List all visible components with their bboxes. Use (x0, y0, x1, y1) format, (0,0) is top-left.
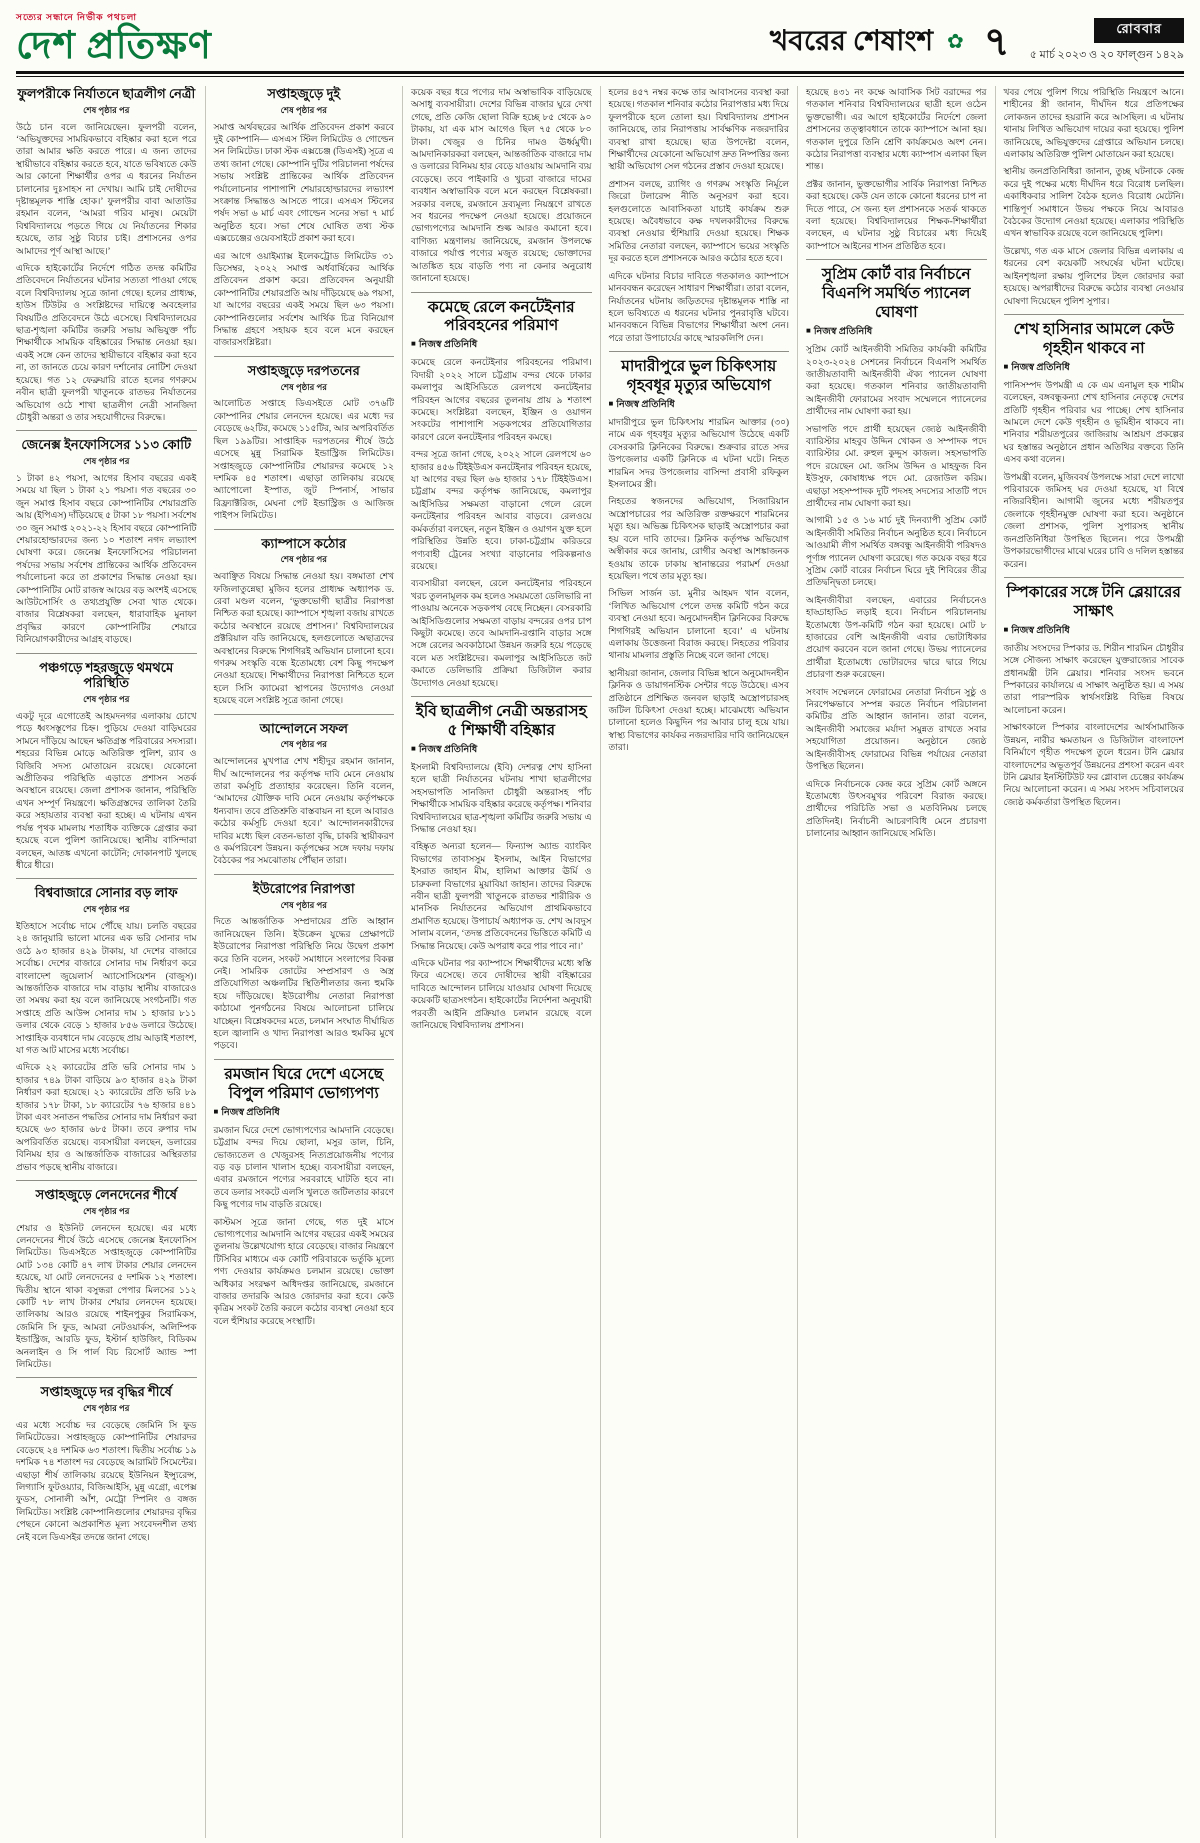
article-paragraph: স্থানীয়রা জানান, জেলার বিভিন্ন স্থানে অনুমোদনহীন ক্লিনিক ও ডায়াগনস্টিক সেন্টার গড়ে উঠেছে। এসব প্রতিষ্ঠানে প্রশিক্ষিত জনবল ছাড়াই অস্ত্রোপচারসহ জটিল চিকিৎসা দেওয়া হচ্ছে। মাঝেমধ্যে অভিযান চালানো হলেও কিছুদিন পর আবার চালু হয়ে যায়। স্বাস্থ্য বিভাগের কার্যকর নজরদারির দাবি জানিয়েছেন তারা। (608, 667, 789, 753)
article-paragraph: কমেছে রেলে কনটেইনার পরিবহনের পরিমাণ। বিদায়ী ২০২২ সালে চট্টগ্রাম বন্দর থেকে ঢাকার কমলাপুর আইসিডিতে রেলপথে কনটেইনার পরিবহন আগের বছরের তুলনায় প্রায় ৯ শতাংশ কমেছে। সংশ্লিষ্টরা বলছেন, ইঞ্জিন ও ওয়াগন সংকটের পাশাপাশি সড়কপথের প্রতিযোগিতার কারণে রেলে কনটেইনার পরিবহন কমছে। (411, 357, 592, 442)
article-paragraph: নিহতের স্বজনদের অভিযোগ, সিজারিয়ান অস্ত্রোপচারের পর অতিরিক্ত রক্তক্ষরণে শারমিনের মৃত্যু হয়। অভিজ্ঞ চিকিৎসক ছাড়াই অস্ত্রোপচার করা হয় বলে দাবি তাদের। ক্লিনিক কর্তৃপক্ষ অভিযোগ অস্বীকার করে জানায়, রোগীর অবস্থা আশঙ্কাজনক হওয়ায় তাকে ঢাকায় স্থানান্তরের পরামর্শ দেওয়া হয়েছিল। পথে তার মৃত্যু হয়। (608, 496, 789, 581)
article-paragraph: সাক্ষাৎকালে স্পিকার বাংলাদেশের আর্থসামাজিক উন্নয়ন, নারীর ক্ষমতায়ন ও ডিজিটাল বাংলাদেশ বিনির্মাণে গৃহীত পদক্ষেপ তুলে ধরেন। টনি ব্লেয়ার বাংলাদেশের অভূতপূর্ব উন্নয়নের প্রশংসা করেন এবং টনি ব্লেয়ার ইনস্টিটিউট ফর গ্লোবাল চেঞ্জের কার্যক্রম নিয়ে আলোচনা করেন। এ সময় সংসদ সচিবালয়ের জ্যেষ্ঠ কর্মকর্তারা উপস্থিত ছিলেন। (1003, 722, 1184, 807)
article-paragraph: জাতীয় সংসদের স্পিকার ড. শিরীন শারমিন চৌধুরীর সঙ্গে সৌজন্য সাক্ষাৎ করেছেন যুক্তরাজ্যের সাবেক প্রধানমন্ত্রী টনি ব্লেয়ার। শনিবার সংসদ ভবনে স্পিকারের কার্যালয়ে এ সাক্ষাৎ অনুষ্ঠিত হয়। এ সময় তারা পারস্পরিক স্বার্থসংশ্লিষ্ট বিভিন্ন বিষয়ে আলোচনা করেন। (1003, 642, 1184, 715)
column-2 (205, 86, 403, 1838)
reporter-byline-label: নিজস্ব প্রতিনিধি (1011, 625, 1070, 636)
article-paragraph: আলোচিত সপ্তাহে ডিএসইতে মোট ৩৭৬টি কোম্পানির শেয়ার লেনদেন হয়েছে। এর মধ্যে দর বেড়েছে ৬২টির, কমেছে ১১৫টির, আর অপরিবর্তিত ছিল ১৯৯টির। সাপ্তাহিক দরপতনের শীর্ষে উঠে এসেছে মুন্নু সিরামিক ইন্ডাস্ট্রিজ লিমিটেড। সপ্তাহজুড়ে কোম্পানিটির শেয়ারদর কমেছে ১২ দশমিক ৪৫ শতাংশ। এছাড়া তালিকায় রয়েছে অ্যাপোলো ইস্পাত, জুট স্পিনার্স, সাভার রিফ্র্যাক্টরিজ, মেঘনা পেট ইন্ডাস্ট্রিজ ও আজিজ পাইপস লিমিটেড। (213, 398, 394, 521)
article-paragraph: ইতিহাসে সর্বোচ্চ দামে পৌঁছে যায়। চলতি বছরের ২৪ জানুয়ারি ভালো মানের এক ভরি সোনার দাম ওঠে ৯৩ হাজার ৪২৯ টাকায়, যা দেশের বাজারে সর্বোচ্চ। দেশের বাজারে সোনার দাম নির্ধারণ করে বাংলাদেশ জুয়েলার্স অ্যাসোসিয়েশন (বাজুস)। আন্তর্জাতিক বাজারে দাম বাড়ায় স্থানীয় বাজারেও তা সমন্বয় করা হয় বলে জানিয়েছে সংগঠনটি। গত সপ্তাহে প্রতি আউন্স সোনার দাম ১ হাজার ৮১১ ডলার থেকে বেড়ে ১ হাজার ৮৫৬ ডলারে উঠেছে। সাপ্তাহিক ব্যবধানে দাম বেড়েছে প্রায় আড়াই শতাংশ, যা গত আট মাসের মধ্যে সর্বোচ্চ। (16, 920, 197, 1055)
continued-from-last-page-label: শেষ পৃষ্ঠার পর (280, 104, 327, 115)
article (609, 351, 790, 753)
byline-bullet-icon: ■ (608, 398, 614, 408)
article-headline: সপ্তাহজুড়ে দুই (267, 86, 341, 101)
article-paragraph: এদিকে ২২ ক্যারেটের প্রতি ভরি সোনার দাম ১ হাজার ৭৪৯ টাকা বাড়িয়ে ৯৩ হাজার ৪২৯ টাকা নির্ধারণ করা হয়েছে। ২১ ক্যারেটের প্রতি ভরি ৮৯ হাজার ১৭৮ টাকা, ১৮ ক্যারেটের ৭৬ হাজার ৪৪১ টাকা এবং সনাতন পদ্ধতির সোনার দাম নির্ধারণ করা হয়েছে ৬৩ হাজার ৬৮৫ টাকা। তবে রুপার দাম অপরিবর্তিত রয়েছে। ব্যবসায়ীরা বলছেন, ডলারের বিনিময় হার ও আন্তর্জাতিক বাজারের অস্থিরতার প্রভাব পড়ছে স্থানীয় বাজারে। (16, 1062, 197, 1172)
article-paragraph: আইনজীবীরা বলছেন, এবারের নির্বাচনেও হাড্ডাহাড্ডি লড়াই হবে। নির্বাচন পরিচালনায় ইতোমধ্যে উপ-কমিটি গঠন করা হয়েছে। মোট ৮ হাজারের বেশি আইনজীবী এবার ভোটাধিকার প্রয়োগ করবেন বলে জানা গেছে। উভয় প্যানেলের প্রার্থীরা ইতোমধ্যে ভোটারদের দ্বারে দ্বারে গিয়ে প্রচারণা শুরু করেছেন। (806, 594, 987, 680)
article-paragraph: খবর পেয়ে পুলিশ গিয়ে পরিস্থিতি নিয়ন্ত্রণে আনে। শাহীনের স্ত্রী জানান, দীর্ঘদিন ধরে প্রতিপক্ষের লোকজন তাদের হয়রানি করে আসছিল। এ ঘটনায় থানায় লিখিত অভিযোগ দায়ের করা হয়েছে। পুলিশ জানিয়েছে, অভিযুক্তদের গ্রেপ্তারে অভিযান চলছে। এলাকায় অতিরিক্ত পুলিশ মোতায়েন করা হয়েছে। (1003, 87, 1184, 160)
article-paragraph: সুপ্রিম কোর্ট আইনজীবী সমিতির কার্যকরী কমিটির ২০২৩-২০২৪ সেশনের নির্বাচনে বিএনপি সমর্থিত জাতীয়তাবাদী আইনজীবী ঐক্য প্যানেল ঘোষণা করা হয়েছে। গতকাল শনিবার জাতীয়তাবাদী আইনজীবী ফোরামের সংবাদ সম্মেলনে প্যানেলের প্রার্থীদের নাম ঘোষণা করা হয়। (806, 344, 987, 417)
article-paragraph: এর মধ্যে সর্বোচ্চ দর বেড়েছে জেমিনি সি ফুড লিমিটেডের। সপ্তাহজুড়ে কোম্পানিটির শেয়ারদর বেড়েছে ২৪ দশমিক ৬৩ শতাংশ। দ্বিতীয় সর্বোচ্চ ১৯ দশমিক ৭৪ শতাংশ দর বেড়েছে আরামিট সিমেন্টের। এছাড়া শীর্ষ তালিকায় রয়েছে ইউনিয়ন ইন্স্যুরেন্স, লিগ্যাসি ফুটওয়্যার, বিজিআইসি, মুন্নু এগ্রো, এপেক্স ফুডস, সোনালী আঁশ, মেট্রো স্পিনিং ও বঙ্গজ লিমিটেড। সংশ্লিষ্ট কোম্পানিগুলোর শেয়ারদর বৃদ্ধির পেছনে কোনো অপ্রকাশিত মূল্য সংবেদনশীল তথ্য নেই বলে ডিএসইর তদন্তে জানা গেছে। (16, 1420, 197, 1542)
byline-bullet-icon: ■ (213, 1106, 219, 1116)
reporter-byline (1004, 625, 1185, 638)
article-headline: আন্দোলনে সফল (259, 720, 348, 736)
article-paragraph: সংবাদ সম্মেলনে ফোরামের নেতারা নির্বাচন সুষ্ঠু ও নিরপেক্ষভাবে সম্পন্ন করতে নির্বাচন পরিচালনা কমিটির প্রতি আহ্বান জানান। তারা বলেন, আইনজীবী সমাজের মর্যাদা সমুন্নত রাখতে সবার সহযোগিতা প্রয়োজন। অনুষ্ঠানে জ্যেষ্ঠ আইনজীবীসহ ফোরামের বিভিন্ন পর্যায়ের নেতারা উপস্থিত ছিলেন। (806, 686, 987, 772)
article (214, 1059, 395, 1327)
article-paragraph: কাস্টমস সূত্রে জানা গেছে, গত দুই মাসে ভোগ্যপণ্যের আমদানি আগের বছরের একই সময়ের তুলনায় উল্লেখযোগ্য হারে বেড়েছে। বাজার নিয়ন্ত্রণে টিসিবির মাধ্যমে এক কোটি পরিবারকে ভর্তুকি মূল্যে পণ্য দেওয়ার কার্যক্রমও চলমান রয়েছে। ভোক্তা অধিকার সংরক্ষণ অধিদপ্তর জানিয়েছে, রমজানে বাজার তদারকি আরও জোরদার করা হবে। কেউ কৃত্রিম সংকট তৈরি করলে কঠোর ব্যবস্থা নেওয়া হবে বলে হুঁশিয়ার করেছে সংস্থাটি। (213, 1216, 394, 1326)
article (16, 430, 197, 645)
article (16, 1180, 197, 1370)
article (214, 874, 395, 1052)
article-paragraph: কয়েক বছর ধরে পণ্যের দাম অস্বাভাবিক বাড়িয়েছে অসাধু ব্যবসায়ীরা। দেশের বিভিন্ন বাজার ঘুরে দেখা গেছে, প্রতি কেজি ছোলা বিক্রি হচ্ছে ৮৫ থেকে ৯০ টাকায়, যা এক মাস আগেও ছিল ৭৫ থেকে ৮০ টাকা। খেজুর ও চিনির দামও ঊর্ধ্বমুখী। আমদানিকারকরা বলছেন, আন্তর্জাতিক বাজারে দাম ও ডলারের বিনিময় হার বেড়ে যাওয়ায় আমদানি ব্যয় বেড়েছে। তবে পাইকারি ও খুচরা বাজারে দামের ব্যবধান অস্বাভাবিক বলে মনে করছেন বিশ্লেষকরা। সরকার বলছে, রমজানে দ্রব্যমূল্য নিয়ন্ত্রণে রাখতে সব ধরনের পদক্ষেপ নেওয়া হয়েছে। প্রয়োজনে ভোগ্যপণ্যের আমদানি শুল্ক আরও কমানো হবে। বাণিজ্য মন্ত্রণালয় জানিয়েছে, রমজান উপলক্ষে বাজারে পর্যাপ্ত পণ্যের মজুত রয়েছে; ভোক্তাদের আতঙ্কিত হয়ে বাড়তি পণ্য না কেনার অনুরোধ জানানো হয়েছে। (411, 87, 592, 284)
article (214, 529, 395, 707)
article (1004, 577, 1185, 808)
reporter-byline (609, 399, 790, 412)
article-headline: স্পিকারের সঙ্গে টনি ব্লেয়ারের সাক্ষাৎ (1006, 583, 1181, 620)
masthead-tagline: সত্যের সন্ধানে নির্ভীক পথচলা (16, 12, 137, 22)
article (16, 653, 197, 872)
article-continuation (1004, 86, 1185, 307)
article-paragraph: বন্দর সূত্রে জানা গেছে, ২০২২ সালে রেলপথে ৬০ হাজার ৪৫৬ টিইইউএস কনটেইনার পরিবহন হয়েছে, যা আগের বছর ছিল ৬৬ হাজার ১৭৮ টিইইউএস। চট্টগ্রাম বন্দর কর্তৃপক্ষ জানিয়েছে, কমলাপুর আইসিডির সক্ষমতা বাড়ানো গেলে রেলে কনটেইনার পরিবহন আবার বাড়বে। রেলওয়ে কর্মকর্তারা বলছেন, নতুন ইঞ্জিন ও ওয়াগন যুক্ত হলে পরিস্থিতির উন্নতি হবে। ঢাকা-চট্টগ্রাম করিডরে পণ্যবাহী ট্রেনের সংখ্যা বাড়ানোর পরিকল্পনাও রয়েছে। (411, 449, 592, 571)
article-paragraph: স্থানীয় জনপ্রতিনিধিরা জানান, তুচ্ছ ঘটনাকে কেন্দ্র করে দুই পক্ষের মধ্যে দীর্ঘদিন ধরে বিরোধ চলছিল। একাধিকবার সালিশ বৈঠক হলেও বিরোধ মেটেনি। শান্তিপূর্ণ সমাধানে উভয় পক্ষকে নিয়ে আবারও বৈঠকের উদ্যোগ নেওয়া হয়েছে। এলাকার পরিস্থিতি এখন স্বাভাবিক রয়েছে বলে জানিয়েছে পুলিশ। (1003, 166, 1184, 239)
reporter-byline-label: নিজস্ব প্রতিনিধি (616, 399, 675, 410)
article (214, 86, 395, 349)
article-paragraph: প্রশাসন বলছে, র‍্যাগিং ও গণরুম সংস্কৃতি নির্মূলে জিরো টলারেন্স নীতি অনুসরণ করা হবে। হলগুলোতে আবাসিকতা যাচাই কার্যক্রম শুরু হয়েছে। অবৈধভাবে কক্ষ দখলকারীদের বিরুদ্ধে ব্যবস্থা নেওয়ার হুঁশিয়ারি দেওয়া হয়েছে। শিক্ষক সমিতির নেতারা বলছেন, ক্যাম্পাসে ভয়ের সংস্কৃতি দূর করতে হলে প্রশাসনকে আরও কঠোর হতে হবে। (608, 178, 789, 264)
continued-from-last-page-label: শেষ পৃষ্ঠার পর (280, 554, 327, 565)
article (1004, 314, 1185, 570)
column-4 (600, 86, 798, 1838)
article (214, 714, 395, 867)
column-1 (16, 86, 205, 1838)
byline-bullet-icon: ■ (1003, 361, 1009, 371)
masthead-title: দেশ প্রতিক্ষণ (16, 25, 212, 67)
article-paragraph: একটু দূরে এগোতেই আহমদনগর এলাকায় চোখে পড়ে ধ্বংসস্তূপের চিহ্ন। পুড়িয়ে দেওয়া বাড়িঘরের সামনে দাঁড়িয়ে আছেন ক্ষতিগ্রস্ত পরিবারের সদস্যরা। শহরের বিভিন্ন মোড়ে অতিরিক্ত পুলিশ, র‍্যাব ও বিজিবি সদস্য মোতায়েন রয়েছে। যেকোনো অপ্রীতিকর পরিস্থিতি এড়াতে প্রশাসন সতর্ক অবস্থানে রয়েছে। জেলা প্রশাসক জানান, পরিস্থিতি এখন সম্পূর্ণ নিয়ন্ত্রণে। ক্ষতিগ্রস্তদের তালিকা তৈরি করে সহায়তার ব্যবস্থা করা হচ্ছে। এ ঘটনায় এখন পর্যন্ত পৃথক মামলায় শতাধিক ব্যক্তিকে গ্রেপ্তার করা হয়েছে বলে পুলিশ জানিয়েছে। স্থানীয় বাসিন্দারা বলছেন, আতঙ্ক এখনো কাটেনি; দোকানপাট খুলছে ধীরে ধীরে। (16, 711, 197, 870)
article-paragraph: দিতে আন্তর্জাতিক সম্প্রদায়ের প্রতি আহ্বান জানিয়েছেন তিনি। ইউক্রেন যুদ্ধের প্রেক্ষাপটে ইউরোপের নিরাপত্তা পরিস্থিতি নিয়ে উদ্বেগ প্রকাশ করে তিনি বলেন, সংকট সমাধানে সংলাপের বিকল্প নেই। সামরিক জোটের সম্প্রসারণ ও অস্ত্র প্রতিযোগিতা অঞ্চলটির স্থিতিশীলতার জন্য হুমকি হয়ে দাঁড়িয়েছে। ইউরোপীয় নেতারা নিরাপত্তা কাঠামো পুনর্গঠনের বিষয়ে আলোচনা চালিয়ে যাচ্ছেন। বিশ্লেষকদের মতে, চলমান সংঘাত দীর্ঘায়িত হলে জ্বালানি ও খাদ্য নিরাপত্তা আরও হুমকির মুখে পড়বে। (213, 916, 394, 1051)
reporter-byline (1004, 362, 1185, 375)
article-paragraph: পানিসম্পদ উপমন্ত্রী এ কে এম এনামুল হক শামীম বলেছেন, বঙ্গবন্ধুকন্যা শেখ হাসিনার নেতৃত্বে দেশের প্রতিটি গৃহহীন পরিবার ঘর পাচ্ছে। শেখ হাসিনার আমলে দেশে কেউ গৃহহীন ও ভূমিহীন থাকবে না। শনিবার শরীয়তপুরের জাজিরায় আশ্রয়ণ প্রকল্পের ঘর হস্তান্তর অনুষ্ঠানে প্রধান অতিথির বক্তব্যে তিনি এসব কথা বলেন। (1003, 379, 1184, 465)
article-headline: ক্যাম্পাসে কঠোর (261, 535, 347, 551)
article-headline: ইবি ছাত্রলীগ নেত্রী অন্তরাসহ ৫ শিক্ষার্থী বহিষ্কার (415, 702, 587, 739)
byline-bullet-icon: ■ (411, 339, 416, 349)
article-headline: কমেছে রেলে কনটেইনার পরিবহনের পরিমাণ (427, 298, 575, 335)
article-paragraph: উঠে চান বলে জানিয়েছেন। ফুলপরী বলেন, ‘অভিযুক্তদের সাময়িকভাবে বহিষ্কার করা হলে পরে তারা আমার ক্ষতি করতে পারে। এ জন্য তাদের স্থায়ীভাবে বহিষ্কার করতে হবে, যাতে ভবিষ্যতে কেউ আর কোনো শিক্ষার্থীর ওপর এ ধরনের নির্যাতন চালানোর দুঃসাহস না দেখায়। আমি চাই দোষীদের দৃষ্টান্তমূলক শাস্তি হোক।’ ফুলপরীর বাবা আতাউর রহমান বলেন, ‘আমরা গরিব মানুষ। মেয়েটা বিশ্ববিদ্যালয়ে পড়তে গিয়ে যে নির্যাতনের শিকার হয়েছে, তার সুষ্ঠু বিচার চাই। প্রশাসনের ওপর আমাদের পূর্ণ আস্থা আছে।’ (16, 121, 197, 256)
continued-from-last-page-label: শেষ পৃষ্ঠার পর (83, 456, 130, 467)
article-paragraph: অবাঞ্ছিত বিষয়ে সিদ্ধান্ত নেওয়া হয়। বঙ্গমাতা শেখ ফজিলাতুন্নেছা মুজিব হলের প্রাধ্যক্ষ অধ্যাপক ড. রেবা মণ্ডল বলেন, ‘ভুক্তভোগী ছাত্রীর নিরাপত্তা নিশ্চিত করা হয়েছে। ক্যাম্পাসে শৃঙ্খলা বজায় রাখতে কঠোর অবস্থানে রয়েছে প্রশাসন।’ বিশ্ববিদ্যালয়ের প্রক্টরিয়াল বডি জানিয়েছে, হলগুলোতে অছাত্রদের অবস্থানের বিরুদ্ধে শিগগিরই অভিযান চালানো হবে। গণরুম সংস্কৃতি বন্ধে ইতোমধ্যে বেশ কিছু পদক্ষেপ নেওয়া হয়েছে। শিক্ষার্থীদের নিরাপত্তা নিশ্চিতে হলে হলে সিসি ক্যামেরা স্থাপনের উদ্যোগও নেওয়া হয়েছে বলে সংশ্লিষ্ট সূত্রে জানা গেছে। (213, 571, 394, 706)
article-headline: ইউরোপের নিরাপত্তা (252, 880, 355, 896)
continued-from-last-page-label: শেষ পৃষ্ঠার পর (280, 381, 327, 392)
columns-container (16, 86, 1184, 1838)
column-3 (402, 86, 600, 1838)
reporter-byline (806, 326, 987, 339)
day-badge: রোববার (1094, 18, 1184, 43)
continued-from-last-page-label: শেষ পৃষ্ঠার পর (83, 104, 130, 115)
newspaper-brand (16, 10, 212, 65)
continued-from-last-page-label: শেষ পৃষ্ঠার পর (83, 1205, 130, 1216)
reporter-byline-label: নিজস্ব প্রতিনিধি (1011, 362, 1070, 373)
section-ornament-icon: ✿ (947, 30, 964, 53)
column-5 (797, 86, 995, 1838)
section-block (770, 18, 1184, 65)
reporter-byline-label: নিজস্ব প্রতিনিধি (221, 1107, 280, 1118)
continued-from-last-page-label: শেষ পৃষ্ঠার পর (83, 904, 130, 915)
continued-from-last-page-label: শেষ পৃষ্ঠার পর (83, 1403, 130, 1414)
page-number: ৭ (983, 18, 1010, 64)
article-paragraph: প্রক্টর জানান, ভুক্তভোগীর সার্বিক নিরাপত্তা নিশ্চিত করা হয়েছে। কেউ যেন তাকে কোনো ধরনের চাপ না দিতে পারে, সে জন্য হল প্রশাসনকে সতর্ক থাকতে বলা হয়েছে। বিশ্ববিদ্যালয়ের শিক্ষক-শিক্ষার্থীরা বলছেন, এ ঘটনার সুষ্ঠু বিচারের মধ্য দিয়েই ক্যাম্পাসে আইনের শাসন প্রতিষ্ঠিত হবে। (806, 178, 987, 251)
article (411, 696, 592, 1031)
continued-from-last-page-label: শেষ পৃষ্ঠার পর (280, 739, 327, 750)
article-paragraph: উল্লেখ্য, গত এক মাসে জেলার বিভিন্ন এলাকায় এ ধরনের বেশ কয়েকটি সংঘর্ষের ঘটনা ঘটেছে। আইনশৃঙ্খলা রক্ষায় পুলিশের টহল জোরদার করা হয়েছে। অপরাধীদের বিরুদ্ধে কঠোর ব্যবস্থা নেওয়ার ঘোষণা দিয়েছেন পুলিশ সুপার। (1003, 245, 1184, 306)
article-paragraph: আগামী ১৫ ও ১৬ মার্চ দুই দিনব্যাপী সুপ্রিম কোর্ট আইনজীবী সমিতির নির্বাচন অনুষ্ঠিত হবে। নির্বাচনে আওয়ামী লীগ সমর্থিত বঙ্গবন্ধু আইনজীবী পরিষদও পূর্ণাঙ্গ প্যানেল ঘোষণা করেছে। গত কয়েক বছর ধরে সুপ্রিম কোর্ট বারের নির্বাচন ঘিরে দুই শিবিরের তীব্র প্রতিদ্বন্দ্বিতা চলছে। (806, 515, 987, 588)
article-paragraph: এদিকে হাইকোর্টের নির্দেশে গঠিত তদন্ত কমিটির প্রতিবেদনে নির্যাতনের ঘটনার সত্যতা পাওয়া গেছে বলে বিশ্ববিদ্যালয় সূত্রে জানা গেছে। হলের প্রাধ্যক্ষ, হাউস টিউটর ও সংশ্লিষ্টদের দায়িত্বে অবহেলার বিষয়টিও প্রতিবেদনে উঠে এসেছে। বিশ্ববিদ্যালয়ের ছাত্র-শৃঙ্খলা কমিটির জরুরি সভায় অভিযুক্ত পাঁচ শিক্ষার্থীকে সাময়িক বহিষ্কারের সিদ্ধান্ত নেওয়া হয়। একই সঙ্গে কেন তাদের স্থায়ীভাবে বহিষ্কার করা হবে না, তা জানতে চেয়ে কারণ দর্শানোর নোটিশ দেওয়া হয়েছে। গত ১২ ফেব্রুয়ারি রাতে হলের গণরুমে নবীন ছাত্রী ফুলপরী খাতুনকে রাতভর নির্যাতনের অভিযোগ ওঠে শাখা ছাত্রলীগ নেত্রী সানজিদা চৌধুরী অন্তরা ও তার সহযোগীদের বিরুদ্ধে। (16, 263, 197, 422)
article (16, 878, 197, 1173)
reporter-byline (214, 1107, 395, 1120)
article-paragraph: সভাপতি পদে প্রার্থী হয়েছেন জ্যেষ্ঠ আইনজীবী ব্যারিস্টার মাহবুব উদ্দিন খোকন ও সম্পাদক পদে ব্যারিস্টার মো. রুহুল কুদ্দুস কাজল। সহসভাপতি পদে রয়েছেন মো. জসিম উদ্দিন ও মাহফুজ বিন ইউসুফ, কোষাধ্যক্ষ পদে মো. রেজাউল করিম। এছাড়া সহসম্পাদক দুটি পদসহ সদস্যের সাতটি পদে প্রার্থীদের নাম ঘোষণা করা হয়। (806, 423, 987, 508)
article-paragraph: ইসলামী বিশ্ববিদ্যালয়ে (ইবি) দেশরত্ন শেখ হাসিনা হলে ছাত্রী নির্যাতনের ঘটনায় শাখা ছাত্রলীগের সহসভাপতি সানজিদা চৌধুরী অন্তরাসহ পাঁচ শিক্ষার্থীকে সাময়িক বহিষ্কার করেছে কর্তৃপক্ষ। শনিবার বিশ্ববিদ্যালয়ের ছাত্র-শৃঙ্খলা কমিটির জরুরি সভায় এ সিদ্ধান্ত নেওয়া হয়। (411, 761, 592, 834)
continued-from-last-page-label: শেষ পৃষ্ঠার পর (83, 694, 130, 705)
day-date-block (1030, 18, 1184, 65)
reporter-byline-label: নিজস্ব প্রতিনিধি (418, 340, 478, 351)
article-headline: পঞ্চগড়ে শহরজুড়ে থমথমে পরিস্থিতি (39, 659, 174, 691)
article-paragraph: আন্দোলনের মুখপাত্র শেখ শহীদুর রহমান জানান, দীর্ঘ আন্দোলনের পর কর্তৃপক্ষ দাবি মেনে নেওয়ায় তারা কর্মসূচি প্রত্যাহার করেছেন। তিনি বলেন, ‘আমাদের যৌক্তিক দাবি মেনে নেওয়ায় কর্তৃপক্ষকে ধন্যবাদ। তবে প্রতিশ্রুতি বাস্তবায়ন না হলে আবারও কঠোর কর্মসূচি দেওয়া হবে।’ আন্দোলনকারীদের দাবির মধ্যে ছিল বেতন-ভাতা বৃদ্ধি, চাকরি স্থায়ীকরণ ও কর্মপরিবেশ উন্নয়ন। কর্তৃপক্ষের সঙ্গে দফায় দফায় বৈঠকের পর সমঝোতায় পৌঁছান তারা। (213, 756, 394, 866)
article (214, 356, 395, 522)
byline-bullet-icon: ■ (806, 326, 811, 335)
reporter-byline-label: নিজস্ব প্রতিনিধি (418, 744, 478, 755)
article (806, 259, 987, 839)
article-paragraph: এদিকে নির্বাচনকে কেন্দ্র করে সুপ্রিম কোর্ট অঙ্গনে ইতোমধ্যে উৎসবমুখর পরিবেশ বিরাজ করছে। প্রার্থীদের পরিচিতি সভা ও মতবিনিময় চলছে প্রতিদিনই। নির্বাচনী আচরণবিধি মেনে প্রচারণা চালানোর আহ্বান জানিয়েছে সমিতি। (806, 778, 987, 839)
article-paragraph: ব্যবসায়ীরা বলছেন, রেলে কনটেইনার পরিবহনে খরচ তুলনামূলক কম হলেও সময়মতো ডেলিভারি না পাওয়ায় অনেকে সড়কপথ বেছে নিচ্ছেন। বেসরকারি আইসিডিগুলোর সক্ষমতা বাড়ায় বন্দরের ওপর চাপ কিছুটা কমেছে। তবে আমদানি-রপ্তানি বাড়ার সঙ্গে সঙ্গে রেলের অবকাঠামো উন্নয়ন জরুরি হয়ে পড়েছে বলে মত সংশ্লিষ্টদের। কমলাপুর আইসিডিতে জট কমাতে ডেলিভারি প্রক্রিয়া ডিজিটাল করার উদ্যোগও নেওয়া হয়েছে। (411, 578, 592, 688)
article-headline: সপ্তাহজুড়ে দরপতনের (247, 362, 360, 378)
article-paragraph: এর আগে ওয়াইম্যাক্স ইলেকট্রোড লিমিটেড ৩১ ডিসেম্বর, ২০২২ সমাপ্ত অর্ধবার্ষিকের আর্থিক প্রতিবেদন প্রকাশ করে। প্রতিবেদন অনুযায়ী কোম্পানিটির শেয়ারপ্রতি আয় দাঁড়িয়েছে ৬৯ পয়সা, যা আগের বছরের একই সময়ে ছিল ৬৩ পয়সা। কোম্পানিগুলোর সর্বশেষ আর্থিক চিত্র বিনিয়োগ সিদ্ধান্ত গ্রহণে সহায়ক হবে বলে মনে করছেন বাজারসংশ্লিষ্টরা। (213, 250, 394, 348)
article-continuation (609, 86, 790, 344)
article-headline: বিশ্ববাজারে সোনার বড় লাফ (34, 885, 178, 901)
article-paragraph: সিভিল সার্জন ডা. মুনীর আহমদ খান বলেন, ‘লিখিত অভিযোগ পেলে তদন্ত কমিটি গঠন করে ব্যবস্থা নেওয়া হবে। অনুমোদনহীন ক্লিনিকের বিরুদ্ধে শিগগিরই অভিযান চালানো হবে।’ এ ঘটনায় এলাকায় উত্তেজনা বিরাজ করছে। নিহতের পরিবার থানায় মামলার প্রস্তুতি নিচ্ছে বলে জানা গেছে। (608, 588, 789, 661)
article-paragraph: মাদারীপুরে ভুল চিকিৎসায় শারমিন আক্তার (৩০) নামে এক গৃহবধূর মৃত্যুর অভিযোগ উঠেছে একটি বেসরকারি ক্লিনিকের বিরুদ্ধে। শুক্রবার রাতে সদর উপজেলার একটি ক্লিনিকে এ ঘটনা ঘটে। নিহত শারমিন সদর উপজেলার বাসিন্দা প্রবাসী রফিকুল ইসলামের স্ত্রী। (608, 417, 789, 490)
article-continuation (411, 86, 592, 285)
article-paragraph: রমজান ঘিরে দেশে ভোগ্যপণ্যের আমদানি বেড়েছে। চট্টগ্রাম বন্দর দিয়ে ছোলা, মসুর ডাল, চিনি, ভোজ্যতেল ও খেজুরসহ নিত্যপ্রয়োজনীয় পণ্যের বড় বড় চালান খালাস হচ্ছে। ব্যবসায়ীরা বলছেন, এবার রমজানে পণ্যের সরবরাহে ঘাটতি হবে না। তবে ডলার সংকটে এলসি খুলতে জটিলতার কারণে কিছু পণ্যের দাম বাড়তি রয়েছে। (213, 1124, 394, 1210)
article-paragraph: এদিকে ঘটনার পর ক্যাম্পাসে শিক্ষার্থীদের মধ্যে স্বস্তি ফিরে এসেছে। তবে দোষীদের স্থায়ী বহিষ্কারের দাবিতে আন্দোলন চালিয়ে যাওয়ার ঘোষণা দিয়েছে কয়েকটি ছাত্রসংগঠন। হাইকোর্টের নির্দেশনা অনুযায়ী পরবর্তী আইনি প্রক্রিয়াও চলমান রয়েছে বলে জানিয়েছে বিশ্ববিদ্যালয় প্রশাসন। (411, 958, 592, 1031)
article-headline: সপ্তাহজুড়ে লেনদেনের শীর্ষে (35, 1187, 177, 1203)
article-paragraph: এদিকে ঘটনার বিচার দাবিতে গতকালও ক্যাম্পাসে মানববন্ধন করেছেন সাধারণ শিক্ষার্থীরা। তারা বলেন, নির্যাতনের ঘটনায় জড়িতদের দৃষ্টান্তমূলক শাস্তি না হলে ভবিষ্যতে এ ধরনের ঘটনার পুনরাবৃত্তি ঘটবে। মানববন্ধনে বিভিন্ন বিভাগের শিক্ষার্থীরা অংশ নেন। পরে তারা উপাচার্যের কাছে স্মারকলিপি দেন। (608, 270, 789, 343)
article-headline: ফুলপরীকে নির্যাতনে ছাত্রলীগ নেত্রী (17, 86, 196, 101)
article (411, 292, 592, 689)
reporter-byline-label: নিজস্ব প্রতিনিধি (813, 327, 873, 337)
article (16, 86, 197, 423)
article-paragraph: বহিষ্কৃত অন্যরা হলেন— ফিন্যান্স অ্যান্ড ব্যাংকিং বিভাগের তাবাসসুম ইসলাম, আইন বিভাগের ইসরাত জাহান মীম, হালিমা আক্তার ঊর্মি ও চারুকলা বিভাগের মুয়াবিয়া জাহান। তাদের বিরুদ্ধে নবীন ছাত্রী ফুলপরী খাতুনকে রাতভর শারীরিক ও মানসিক নির্যাতনের অভিযোগ প্রাথমিকভাবে প্রমাণিত হয়েছে। উপাচার্য অধ্যাপক ড. শেখ আবদুস সালাম বলেন, ‘তদন্ত প্রতিবেদনের ভিত্তিতে কমিটি এ সিদ্ধান্ত নিয়েছে। কেউ অপরাধ করে পার পাবে না।’ (411, 841, 592, 951)
article-paragraph: ১ টাকা ৪২ পয়সা, আগের হিসাব বছরের একই সময়ে যা ছিল ১ টাকা ২১ পয়সা। গত বছরের ৩০ জুন সমাপ্ত হিসাব বছরে কোম্পানিটির শেয়ারপ্রতি আয় (ইপিএস) দাঁড়িয়েছে ৫ টাকা ১৮ পয়সা। সর্বশেষ ৩০ জুন সমাপ্ত ২০২১-২২ হিসাব বছরে কোম্পানিটি শেয়ারহোল্ডারদের জন্য ১০ শতাংশ নগদ লভ্যাংশ ঘোষণা করে। জেনেক্স ইনফোসিসের পরিচালনা পর্ষদের সভায় সর্বশেষ প্রান্তিকের আর্থিক প্রতিবেদন পর্যালোচনা করে তা প্রকাশের সিদ্ধান্ত নেওয়া হয়। কোম্পানিটির মোট রাজস্ব আয়ের বড় অংশই এসেছে আউটসোর্সিং ও তথ্যপ্রযুক্তি সেবা খাত থেকে। বাজার বিশ্লেষকরা বলছেন, ধারাবাহিক মুনাফা প্রবৃদ্ধির কারণে কোম্পানিটির শেয়ারে বিনিয়োগকারীদের আগ্রহ বাড়ছে। (16, 472, 197, 645)
date-line: ৫ মার্চ ২০২৩ ও ২০ ফাল্গুন ১৪২৯ (1029, 49, 1184, 61)
continued-from-last-page-label: শেষ পৃষ্ঠার পর (280, 899, 327, 910)
article-headline: সুপ্রিম কোর্ট বার নির্বাচনে বিএনপি সমর্থিত প্যানেল ঘোষণা (821, 266, 971, 322)
byline-bullet-icon: ■ (411, 743, 416, 753)
article-headline: শেখ হাসিনার আমলে কেউ গৃহহীন থাকবে না (1013, 320, 1175, 357)
article-paragraph: হয়েছে ৪৩১ নং কক্ষে আবাসিক সিট বরাদ্দের পর গতকাল শনিবার বিশ্ববিদ্যালয়ের ছাত্রী হলে ওঠেন ভুক্তভোগী। এর আগে হাইকোর্টের নির্দেশে জেলা প্রশাসনের তত্ত্বাবধানে তাকে ক্যাম্পাসে আনা হয়। গতকাল দুপুরে তিনি শ্রেণি কার্যক্রমেও অংশ নেন। কঠোর নিরাপত্তা ব্যবস্থার মধ্যে ক্যাম্পাস এলাকা ছিল শান্ত। (806, 87, 987, 172)
article (16, 1377, 197, 1543)
article-paragraph: হলের ৪৫৭ নম্বর কক্ষে তার আবাসনের ব্যবস্থা করা হয়েছে। গতকাল শনিবার কঠোর নিরাপত্তার মধ্য দিয়ে ফুলপরীকে হলে তোলা হয়। বিশ্ববিদ্যালয় প্রশাসন জানিয়েছে, তার নিরাপত্তায় সার্বক্ষণিক নজরদারির ব্যবস্থা রাখা হয়েছে। ছাত্র উপদেষ্টা বলেন, শিক্ষার্থীদের যেকোনো অভিযোগ দ্রুত নিষ্পত্তির জন্য স্থায়ী অভিযোগ সেল গঠনের প্রস্তাব দেওয়া হয়েছে। (608, 87, 789, 172)
column-6 (995, 86, 1185, 1838)
article-headline: মাদারীপুরে ভুল চিকিৎসায় গৃহবধূর মৃত্যুর অভিযোগ (621, 358, 777, 395)
article-headline: জেনেক্স ইনফোসিসের ১১৩ কোটি (21, 437, 192, 453)
byline-bullet-icon: ■ (1003, 624, 1009, 634)
reporter-byline (411, 744, 592, 757)
article-headline: রমজান ঘিরে দেশে এসেছে বিপুল পরিমাণ ভোগ্যপণ্য (224, 1065, 384, 1102)
article-paragraph: শেয়ার ও ইউনিট লেনদেন হয়েছে। এর মধ্যে লেনদেনের শীর্ষে উঠে এসেছে জেনেক্স ইনফোসিস লিমিটেড। ডিএসইতে সপ্তাহজুড়ে কোম্পানিটির মোট ১৩৪ কোটি ৪৭ লাখ টাকার শেয়ার লেনদেন হয়েছে, যা মোট লেনদেনের ৫ দশমিক ১২ শতাংশ। দ্বিতীয় স্থানে থাকা বসুন্ধরা পেপার মিলসের ১১২ কোটি ৭৮ লাখ টাকার শেয়ার লেনদেন হয়েছে। তালিকায় আরও রয়েছে শাইনপুকুর সিরামিকস, জেমিনি সি ফুড, আমরা নেটওয়ার্কস, অলিম্পিক ইন্ডাস্ট্রিজ, আরডি ফুড, ইস্টার্ন হাউজিং, বিডিকম অনলাইন ও সি পার্ল বিচ রিসোর্ট অ্যান্ড স্পা লিমিটেড। (16, 1222, 197, 1370)
section-title: খবরের শেষাংশ (769, 25, 934, 57)
article-continuation (806, 86, 987, 252)
article-paragraph: উপমন্ত্রী বলেন, মুজিববর্ষ উপলক্ষে সারা দেশে লাখো পরিবারকে জমিসহ ঘর দেওয়া হয়েছে, যা বিশ্বে নজিরবিহীন। আগামী জুনের মধ্যে শরীয়তপুর জেলাকে গৃহহীনমুক্ত ঘোষণা করা হবে। অনুষ্ঠানে জেলা প্রশাসক, পুলিশ সুপারসহ স্থানীয় জনপ্রতিনিধিরা উপস্থিত ছিলেন। পরে উপমন্ত্রী উপকারভোগীদের মাঝে ঘরের চাবি ও দলিল হস্তান্তর করেন। (1003, 471, 1184, 569)
masthead (16, 10, 1184, 74)
article-headline: সপ্তাহজুড়ে দর বৃদ্ধির শীর্ষে (40, 1384, 172, 1400)
reporter-byline (411, 339, 592, 352)
article-paragraph: সমাপ্ত অর্থবছরের আর্থিক প্রতিবেদন প্রকাশ করবে দুই কোম্পানি— এসএস স্টিল লিমিটেড ও গোল্ডেন সন লিমিটেড। ঢাকা স্টক এক্সচেঞ্জ (ডিএসই) সূত্রে এ তথ্য জানা গেছে। কোম্পানি দুটির পরিচালনা পর্ষদের সভায় সংশ্লিষ্ট প্রান্তিকের আর্থিক প্রতিবেদন পর্যালোচনার পাশাপাশি শেয়ারহোল্ডারদের লভ্যাংশ সংক্রান্ত সিদ্ধান্তও আসতে পারে। এসএস স্টিলের পর্ষদ সভা ৬ মার্চ এবং গোল্ডেন সনের সভা ৭ মার্চ অনুষ্ঠিত হবে। সভা শেষে ঘোষিত তথ্য স্টক এক্সচেঞ্জের ওয়েবসাইটে প্রকাশ করা হবে। (213, 121, 394, 244)
